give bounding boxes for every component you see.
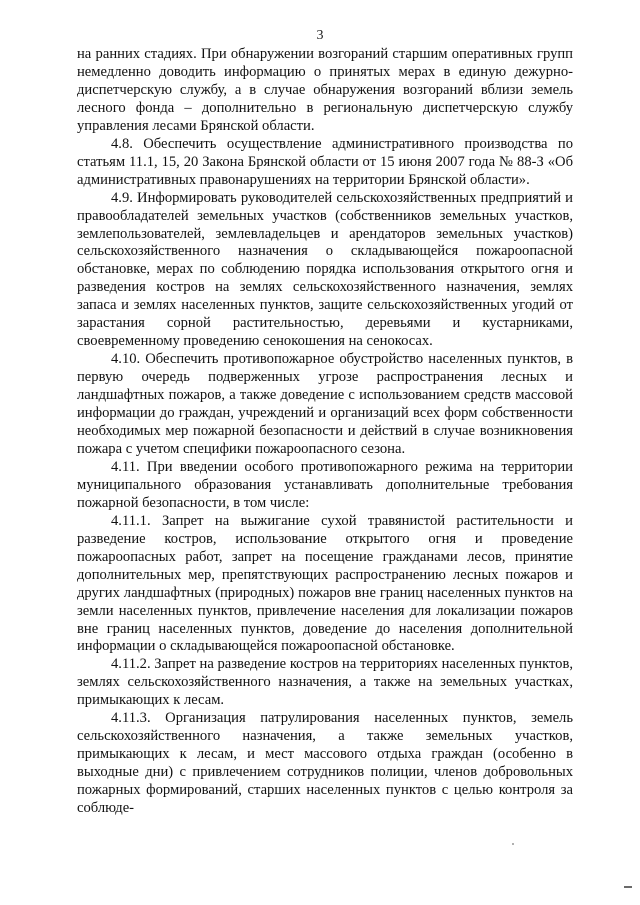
paragraph-continuation: на ранних стадиях. При обнаружении возгораний старшим оперативных групп немедленно доводить информацию о принятых мерах в единую дежурно-диспетчерскую службу, а в случае обнаружения возгораний вблизи земель лесного фонда – дополнительно в региональную диспетчерскую службу управления лесами Брянской области. [77, 46, 573, 134]
document-body [77, 46, 573, 818]
paragraph-4-11-1: 4.11.1. Запрет на выжигание сухой травянистой растительности и разведение костров, использование открытого огня и проведение пожароопасных работ, запрет на посещение гражданами лесов, принятие дополнительных мер, препятствующих распространению лесных пожаров и других ландшафтных (природных) пожаров вне границ населенных пунктов на земли населенных пунктов, привлечение населения для локализации пожаров вне границ населенных пунктов, доведение до населения дополнительной информации о складывающейся пожароопасной обстановке. [77, 512, 573, 655]
paragraph-4-10: 4.10. Обеспечить противопожарное обустройство населенных пунктов, в первую очередь подверженных угрозе распространения лесных и ландшафтных пожаров, а также доведение с использованием средств массовой информации до граждан, учреждений и организаций всех форм собственности необходимых мер пожарной безопасности и действий в случае возникновения пожара с учетом специфики пожароопасного сезона. [77, 351, 573, 457]
paragraph-4-9: 4.9. Информировать руководителей сельскохозяйственных предприятий и правообладателей земельных участков (собственников земельных участков, землепользователей, землевладельцев и арендаторов земельных участков) сельскохозяйственного назначения о складывающейся пожароопасной обстановке, мерах по соблюдению порядка использования открытого огня и разведения костров на землях сельскохозяйственного назначения, землях запаса и землях населенных пунктов, защите сельскохозяйственных угодий от зарастания сорной растительностью, деревьями и кустарниками, своевременному проведению сенокошения на сенокосах. [77, 189, 573, 350]
scan-corner-mark [624, 886, 632, 888]
paragraph-4-11-3: 4.11.3. Организация патрулирования населенных пунктов, земель сельскохозяйственного назначения, а также земельных участков, примыкающих к лесам, и мест массового отдыха граждан (особенно в выходные дни) с привлечением сотрудников полиции, членов добровольных пожарных формирований, старших населенных пунктов с целью контроля за соблюде- [77, 710, 573, 817]
paragraph-4-11-2: 4.11.2. Запрет на разведение костров на территориях населенных пунктов, землях сельскохозяйственного назначения, а также на земельных участках, примыкающих к лесам. [77, 656, 573, 709]
scan-speck [512, 843, 514, 845]
paragraph-4-8: 4.8. Обеспечить осуществление административного производства по статьям 11.1, 15, 20 Закона Брянской области от 15 июня 2007 года № 88-З «Об административных правонарушениях на территории Брянской области». [77, 135, 573, 188]
page-number: 3 [316, 28, 324, 43]
paragraph-4-11: 4.11. При введении особого противопожарного режима на территории муниципального образования устанавливать дополнительные требования пожарной безопасности, в том числе: [77, 458, 573, 511]
